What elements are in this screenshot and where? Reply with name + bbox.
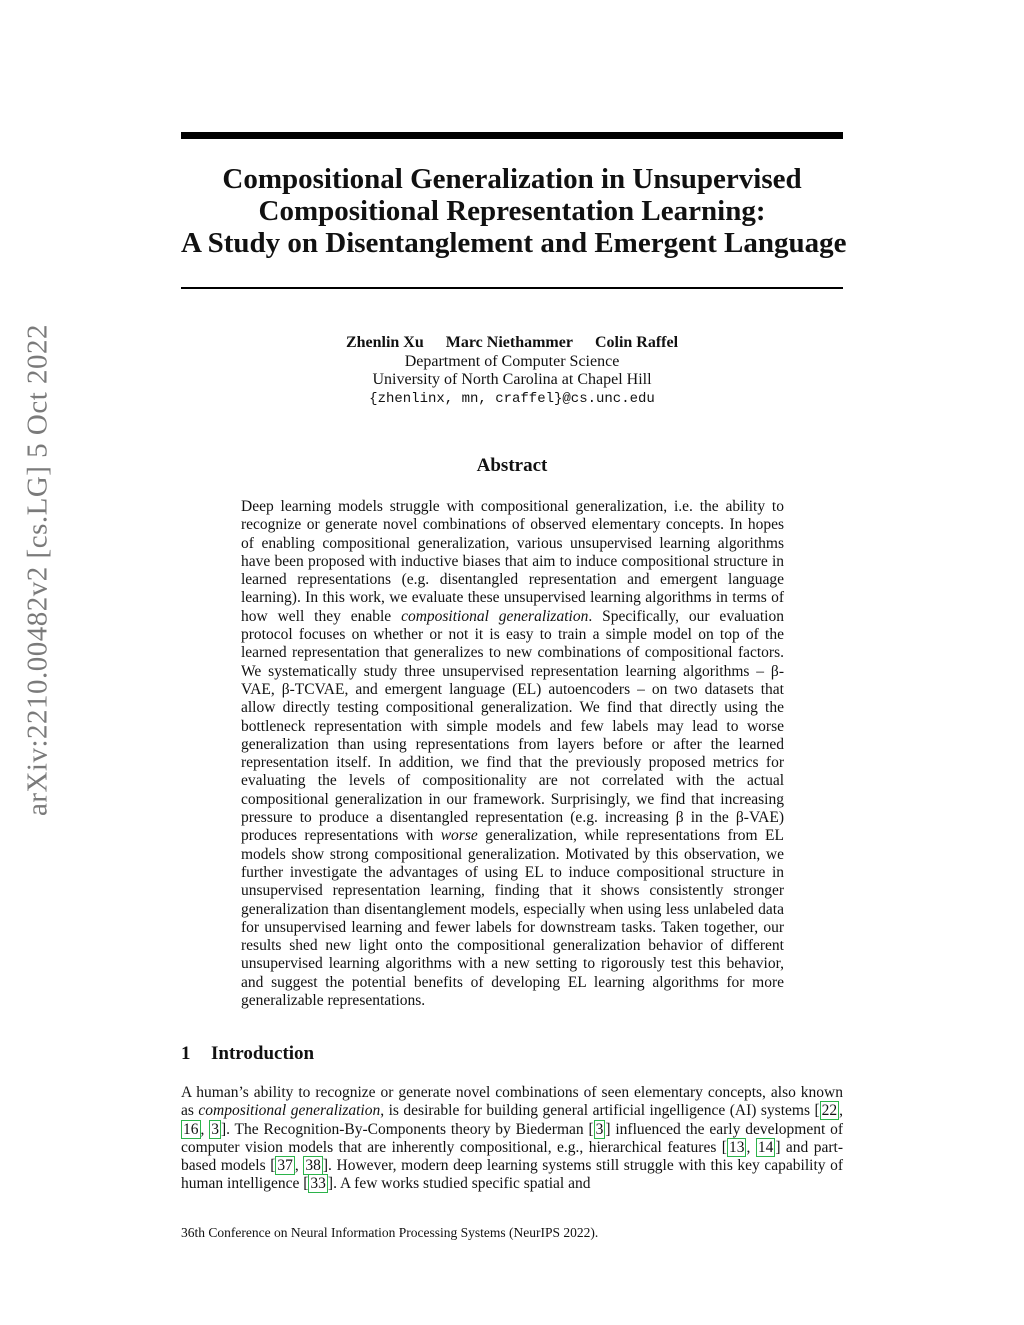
intro-part-4: ] influenced the early development of computer vision models that are inherently compositional, e.g., hierarchical features [ [181,1120,843,1156]
intro-part-5: ] and part-based models [ [181,1138,844,1175]
citation-link[interactable]: 3 [595,1120,604,1138]
title-line-2: Compositional Representation Learning: [258,195,766,227]
title-bottom-rule [181,287,843,289]
citation-link[interactable]: 33 [310,1175,326,1193]
author-block [181,334,843,408]
citation-separator: , [200,1120,210,1138]
author-names [181,334,843,353]
title-line-3: A Study on Disentanglement and Emergent Language [181,227,847,259]
title-top-rule [181,132,843,139]
author-1: Zhenlin Xu [345,334,424,351]
intro-part-7: ]. A few works studied specific spatial and [327,1175,591,1193]
introduction-text [181,1084,843,1194]
author-3: Colin Raffel [594,334,679,351]
section-title: Introduction [211,1043,315,1064]
section-heading-introduction [181,1043,314,1065]
abstract-part-1: Deep learning models struggle with compositional generalization, i.e. the ability to recognize or generate novel combinations of observed elementary concepts. In hopes of enabling compositional generalization, various unsupervised learning algorithms have been proposed with inductive biases that aim to induce compositional structure in learned representations (e.g. disentangled representation and emergent language learning). In this work, we evaluate these unsupervised learning algorithms in terms of how well they enable [241,498,784,625]
author-2: Marc Niethammer [445,334,573,351]
intro-part-1: A human’s ability to recognize or generate novel combinations of seen elementary concepts, also known as [181,1084,843,1120]
abstract-heading: Abstract [476,455,548,476]
abstract-part-3: generalization, while representations from EL models show strong compositional generalization. Motivated by this observation, we further investigate the advantages of using EL to induce compositional structure in unsupervised representation learning, finding that it shows consistently stronger generalization than disentanglement models, especially when using less unlabeled data for unsupervised learning and fewer labels for downstream tasks. Taken together, our results shed new light onto the compositional generalization behavior of different unsupervised learning algorithms with a new setting to rigorously test this behavior, and suggest the potential benefits of developing EL learning algorithms for more generalizable representations. [241,827,784,1010]
author-emails: {zhenlinx, mn, craffel}@cs.unc.edu [369,390,655,407]
abstract-text [241,498,784,1010]
affiliation-department: Department of Computer Science [404,352,620,370]
paper-title [181,163,847,259]
intro-part-2: , is desirable for building general artificial ingelligence (AI) systems [ [380,1102,820,1120]
conference-footnote: 36th Conference on Neural Information Processing Systems (NeurIPS 2022). [181,1225,599,1240]
citation-link[interactable]: 37 [277,1157,293,1175]
abstract-emphasis-1: compositional generalization [401,607,589,625]
citation-link[interactable]: 16 [183,1120,199,1138]
citation-link[interactable]: 13 [728,1138,745,1156]
citation-link[interactable]: 3 [211,1120,219,1138]
arxiv-identifier: arXiv:2210.00482v2 [cs.LG] 5 Oct 2022 [21,323,54,817]
affiliation-university: University of North Carolina at Chapel Hill [372,371,652,388]
citation-separator: , [746,1138,756,1156]
citation-separator: , [294,1157,304,1175]
section-number: 1 [181,1043,191,1064]
citation-separator: , [839,1102,843,1120]
intro-part-6: ]. However, modern deep learning systems still struggle with this key capability of human intelligence [ [181,1157,844,1193]
intro-part-3: ]. The Recognition-By-Components theory by Biederman [ [220,1120,594,1138]
title-line-1: Compositional Generalization in Unsupervised [222,163,802,195]
citation-link[interactable]: 22 [821,1102,838,1120]
citation-link[interactable]: 14 [757,1138,774,1156]
citation-link[interactable]: 38 [305,1157,321,1175]
arxiv-sidebar [18,190,58,950]
intro-emphasis: compositional generalization [198,1102,381,1120]
abstract-part-2: . Specifically, our evaluation protocol focuses on whether or not it is easy to train a simple model on top of the learned representation that generalizes to new combinations of compositional factors. We systematically study three unsupervised representation learning algorithms – β-VAE, β-TCVAE, and emergent language (EL) autoencoders – on two datasets that allow directly testing compositional generalization. We find that directly using the bottleneck representation with simple models and few labels may lead to worse generalization than using representations from layers before or after the learned representation itself. In addition, we find that the previously proposed metrics for evaluating the levels of compositionality are not correlated with the actual compositional generalization in our framework. Surprisingly, we find that increasing pressure to produce a disentangled representation (e.g. increasing β in the β-VAE) produces representations with [241,607,784,845]
abstract-emphasis-2: worse [440,827,478,845]
